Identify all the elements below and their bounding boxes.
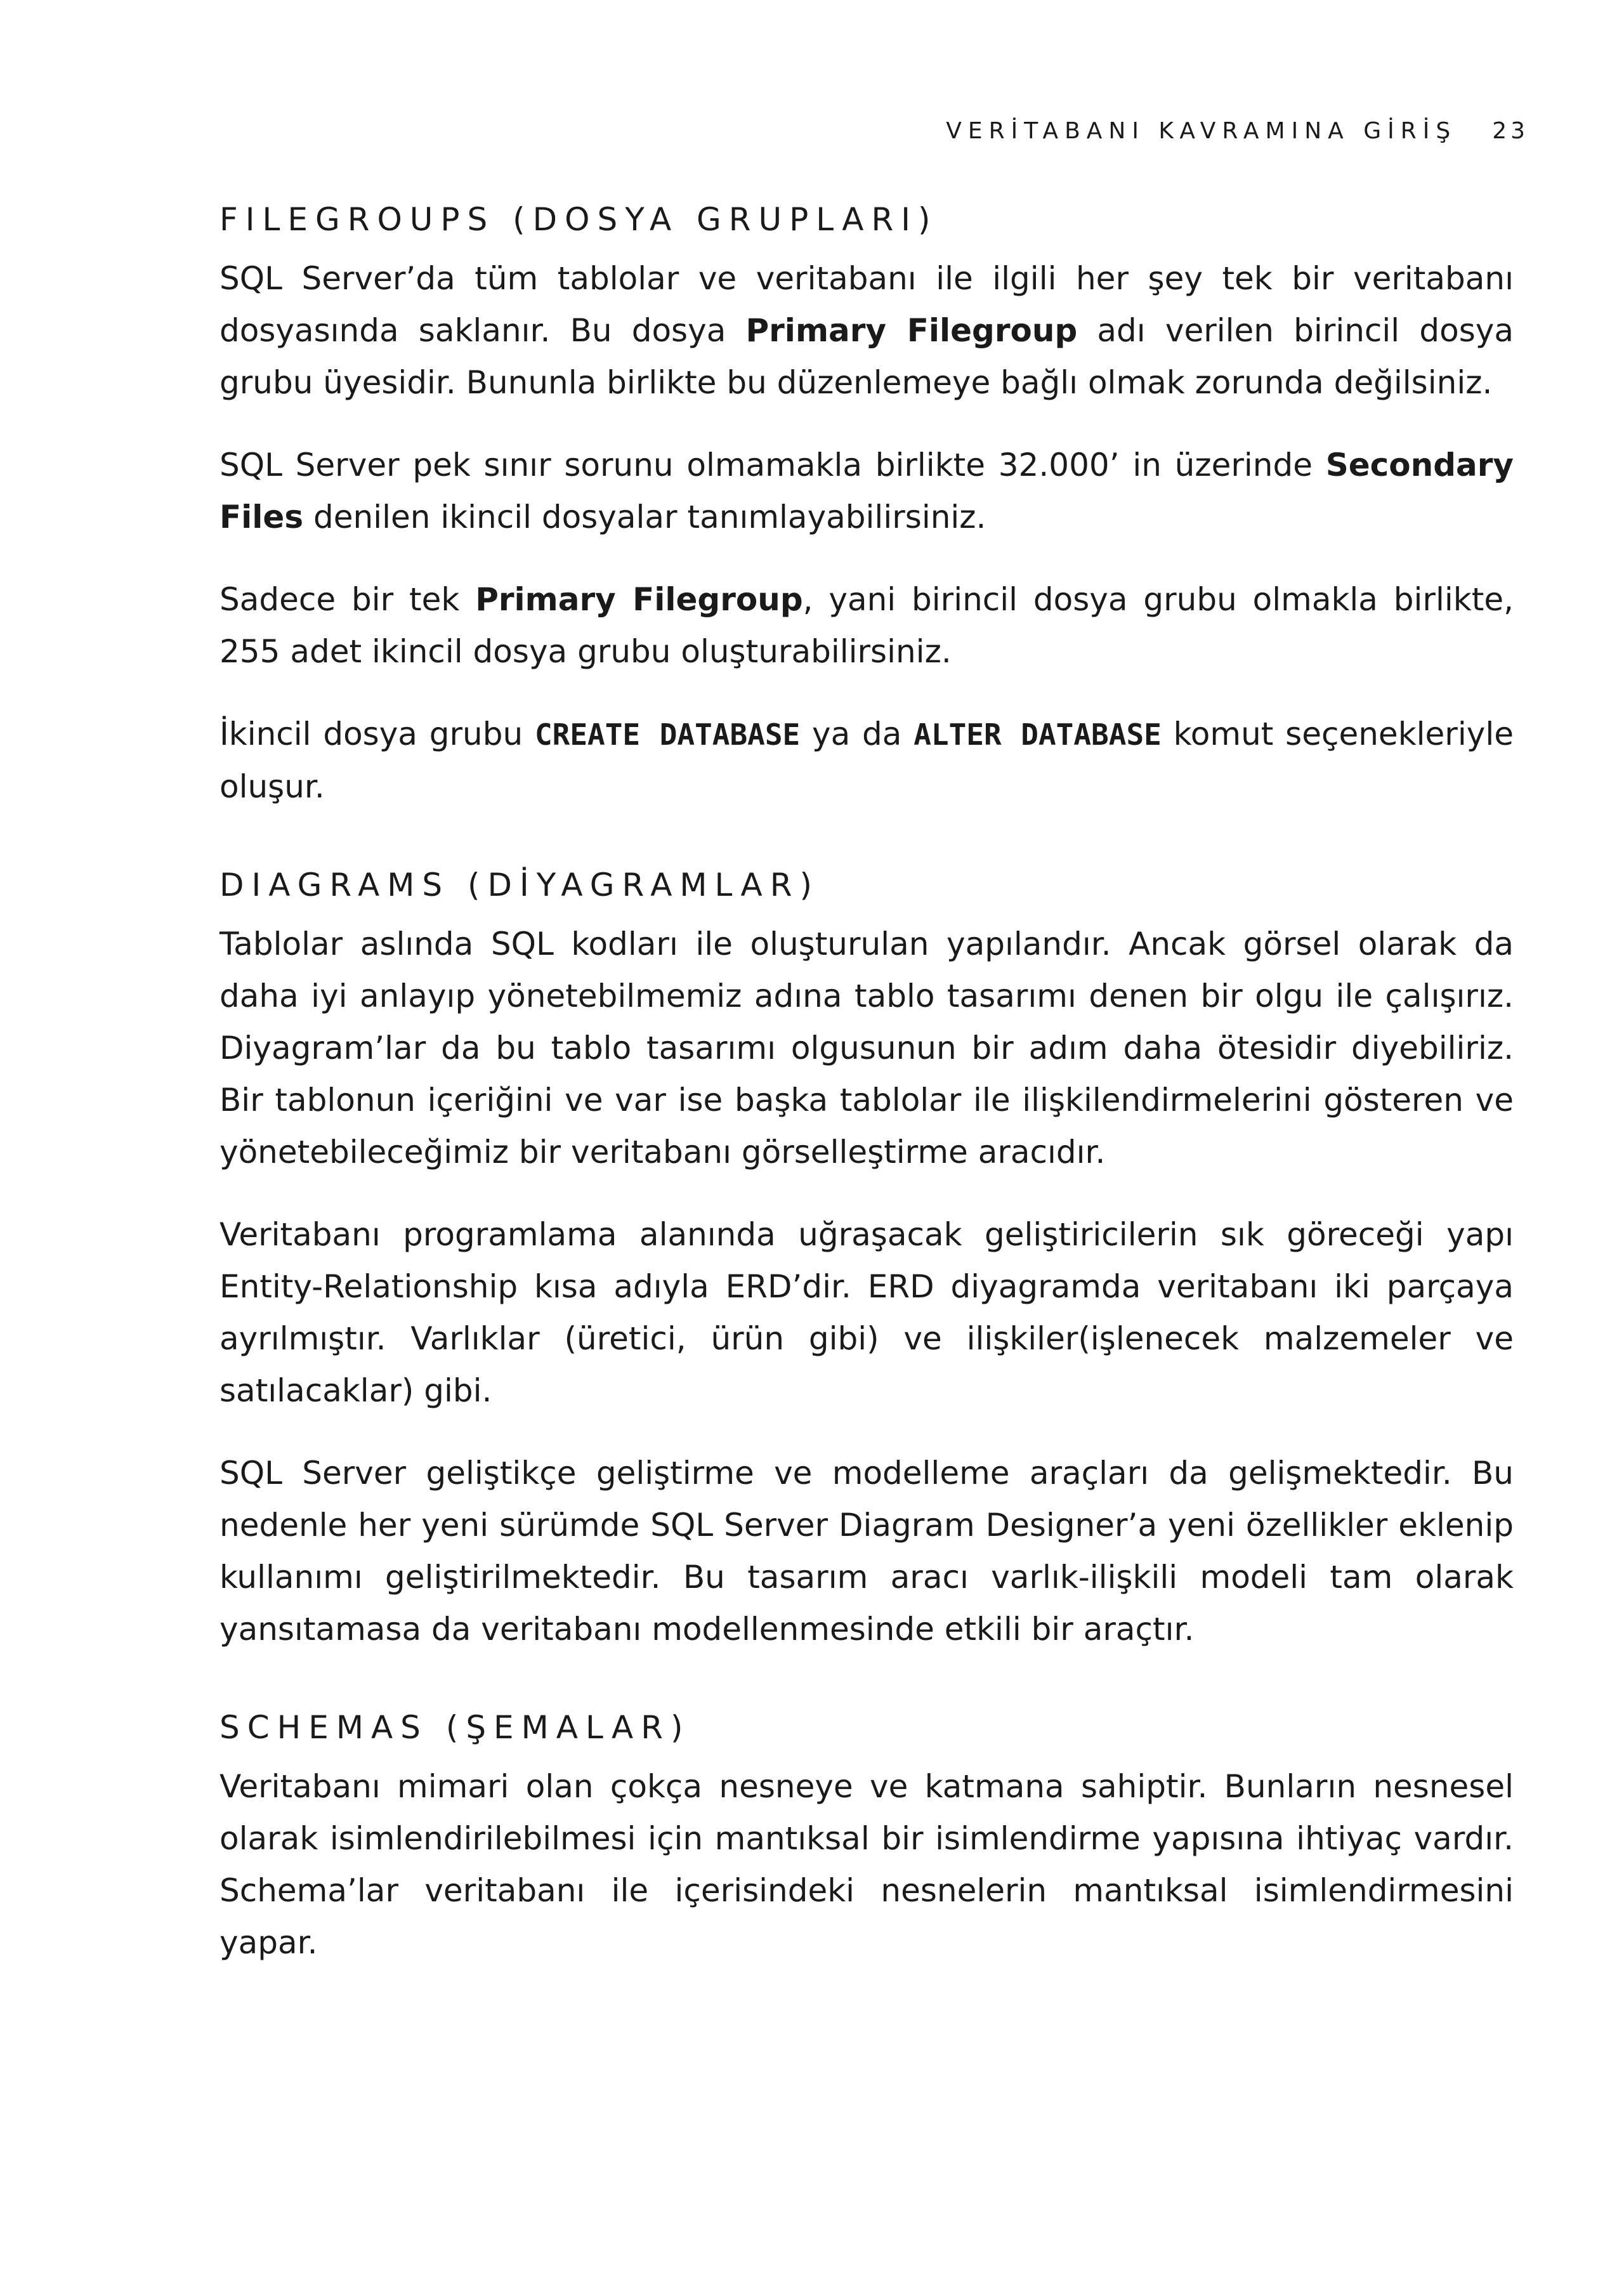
text-run: ya da (800, 716, 914, 752)
code-keyword: CREATE DATABASE (534, 718, 801, 752)
page-number: 23 (1492, 118, 1529, 144)
page-content (219, 200, 1514, 1999)
running-header (946, 118, 1529, 144)
bold-term: Primary Filegroup (475, 581, 803, 618)
running-title: VERİTABANI KAVRAMINA GİRİŞ (946, 118, 1457, 144)
text-run: komut seçenekleriyle oluşur. (219, 716, 1514, 805)
section-heading-diagrams: DIAGRAMS (DİYAGRAMLAR) (219, 867, 820, 903)
section-gap (219, 843, 1514, 866)
section-gap (219, 1686, 1514, 1708)
code-keyword: ALTER DATABASE (914, 718, 1162, 752)
text-run: denilen ikincil dosyalar tanımlayabilirsiniz. (303, 499, 986, 535)
paragraph (219, 574, 1514, 678)
section-heading-filegroups: FILEGROUPS (DOSYA GRUPLARI) (219, 201, 938, 238)
paragraph (219, 439, 1514, 543)
paragraph: Tablolar aslında SQL kodları ile oluşturulan yapılandır. Ancak görsel olarak da daha iyi anlayıp yönetebilmemiz adına tablo tasarımı denen bir olgu ile çalışırız. Diyagram’lar da bu tablo tasarımı olgusunun bir adım daha ötesidir diyebiliriz. Bir tablonun içeriğini ve var ise başka tablolar ile ilişkilendirmelerini gösteren ve yönetebileceğimiz bir veritabanı görselleştirme aracıdır. (219, 926, 1514, 1170)
section-heading-schemas: SCHEMAS (ŞEMALAR) (219, 1709, 691, 1746)
bold-term: Secondary Files (219, 447, 1514, 535)
paragraph (219, 252, 1514, 409)
text-run: , yani birincil dosya grubu olmakla birlikte, 255 adet ikincil dosya grubu oluşturabilirsiniz. (219, 581, 1514, 670)
text-run: SQL Server’da tüm tablolar ve veritabanı ile ilgili her şey tek bir veritabanı dosyasında saklanır. Bu dosya (219, 260, 1514, 349)
text-run: adı verilen birincil dosya grubu üyesidir. Bununla birlikte bu düzenlemeye bağlı olmak zorunda değilsiniz. (219, 312, 1514, 401)
bold-term: Primary Filegroup (745, 312, 1078, 349)
paragraph: Veritabanı programlama alanında uğraşacak geliştiricilerin sık göreceği yapı Entity-Relationship kısa adıyla ERD’dir. ERD diyagramda veritabanı iki parçaya ayrılmıştır. Varlıklar (üretici, ürün gibi) ve ilişkiler(işlenecek malzemeler ve satılacaklar) gibi. (219, 1216, 1514, 1409)
text-run: İkincil dosya grubu (219, 716, 535, 752)
paragraph (219, 708, 1514, 813)
text-run: SQL Server pek sınır sorunu olmamakla birlikte 32.000’ in üzerinde (219, 447, 1326, 483)
text-run: Sadece bir tek (219, 581, 476, 618)
paragraph: Veritabanı mimari olan çokça nesneye ve katmana sahiptir. Bunların nesnesel olarak isimlendirilebilmesi için mantıksal bir isimlendirme yapısına ihtiyaç vardır. Schema’lar veritabanı ile içerisindeki nesnelerin mantıksal isimlendirmesini yapar. (219, 1768, 1514, 1961)
paragraph: SQL Server geliştikçe geliştirme ve modelleme araçları da gelişmektedir. Bu nedenle her yeni sürümde SQL Server Diagram Designer’a yeni özellikler eklenip kullanımı geliştirilmektedir. Bu tasarım aracı varlık-ilişkili modeli tam olarak yansıtamasa da veritabanı modellenmesinde etkili bir araçtır. (219, 1455, 1514, 1648)
